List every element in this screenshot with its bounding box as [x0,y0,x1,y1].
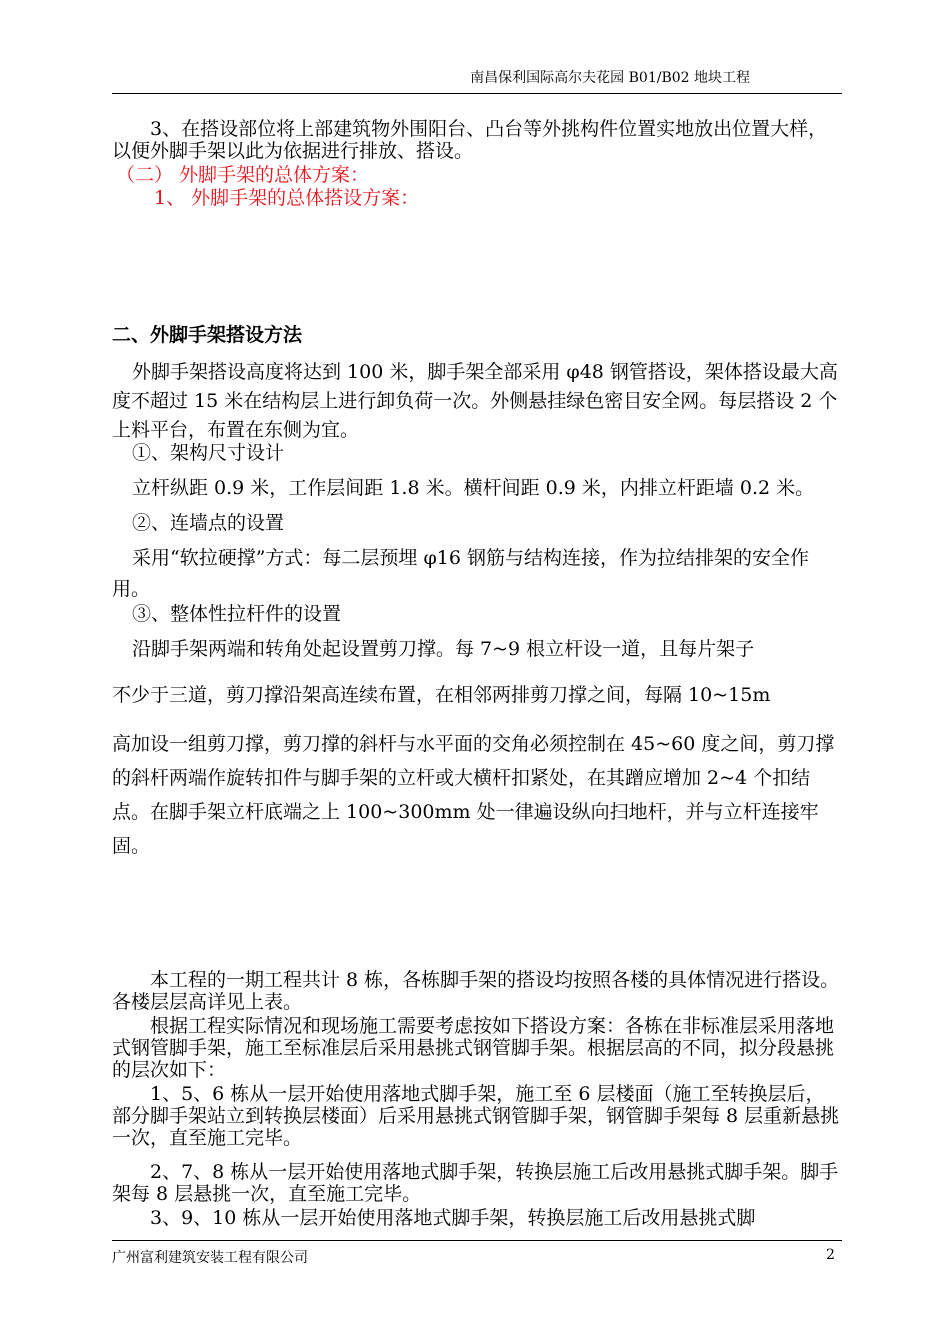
sub-heading-2: （二） 外脚手架的总体方案： [116,164,370,186]
sub-item-1: 1、 外脚手架的总体搭设方案： [154,187,420,209]
item-3-line-1: 沿脚手架两端和转角处起设置剪刀撑。每 7~9 根立杆设一道，且每片架子 [132,638,755,660]
paragraph-item-3: 3、在搭设部位将上部建筑物外围阳台、凸台等外挑构件位置实地放出位置大样，以便外脚手架以此为依据进行排放、搭设。 [112,118,828,162]
page-number: 2 [826,1247,835,1263]
plan-item-3: 3、9、10 栋从一层开始使用落地式脚手架，转换层施工后改用悬挑式脚 [150,1207,756,1229]
item-1-text: 立杆纵距 0.9 米，工作层间距 1.8 米。横杆间距 0.9 米，内排立杆距墙 0.2 米。 [132,477,815,499]
item-2-title: ②、连墙点的设置 [132,512,285,534]
item-2-text: 采用“软拉硬撑”方式：每二层预埋 φ16 钢筋与结构连接，作为拉结排架的安全作用。 [112,547,809,600]
item-3-title: ③、整体性拉杆件的设置 [132,603,342,625]
footer-company: 广州富利建筑安装工程有限公司 [112,1250,308,1266]
page-header-title: 南昌保利国际高尔夫花园 B01/B02 地块工程 [470,70,750,86]
section-2-heading: 二、外脚手架搭设方法 [112,324,303,346]
item-3-line-2: 不少于三道，剪刀撑沿架高连续布置，在相邻两排剪刀撑之间，每隔 10~15m [112,684,771,706]
project-paragraph: 本工程的一期工程共计 8 栋，各栋脚手架的搭设均按照各楼的具体情况进行搭设。各楼层层高详见上表。 [112,969,840,1013]
plan-item-1: 1、5、6 栋从一层开始使用落地式脚手架，施工至 6 层楼面（施工至转换层后，部分脚手架站立到转换层楼面）后采用悬挑式钢管脚手架，钢管脚手架每 8 层重新悬挑一次，直至施工完毕。 [112,1083,840,1149]
item-3-line-3: 高加设一组剪刀撑，剪刀撑的斜杆与水平面的交角必须控制在 45~60 度之间，剪刀撑的斜杆两端作旋转扣件与脚手架的立杆或大横杆扣紧处，在其蹭应增加 2~4 个扣结点。在脚手架立杆底端之上 100~300mm 处一律遍设纵向扫地杆，并与立杆连接牢固。 [112,733,835,857]
method-paragraph: 外脚手架搭设高度将达到 100 米，脚手架全部采用 φ48 钢管搭设，架体搭设最大高度不超过 15 米在结构层上进行卸负荷一次。外侧悬挂绿色密目安全网。每层搭设 2 个上料平台，布置在东侧为宜。 [112,361,838,441]
item-1-title: ①、架构尺寸设计 [132,442,285,464]
footer-divider [112,1240,842,1241]
plan-item-2: 2、7、8 栋从一层开始使用落地式脚手架，转换层施工后改用悬挑式脚手架。脚手架每 8 层悬挑一次，直至施工完毕。 [112,1161,839,1205]
plan-paragraph: 根据工程实际情况和现场施工需要考虑按如下搭设方案：各栋在非标准层采用落地式钢管脚手架，施工至标准层后采用悬挑式钢管脚手架。根据层高的不同，拟分段悬挑的层次如下： [112,1015,835,1081]
header-divider [112,93,842,94]
